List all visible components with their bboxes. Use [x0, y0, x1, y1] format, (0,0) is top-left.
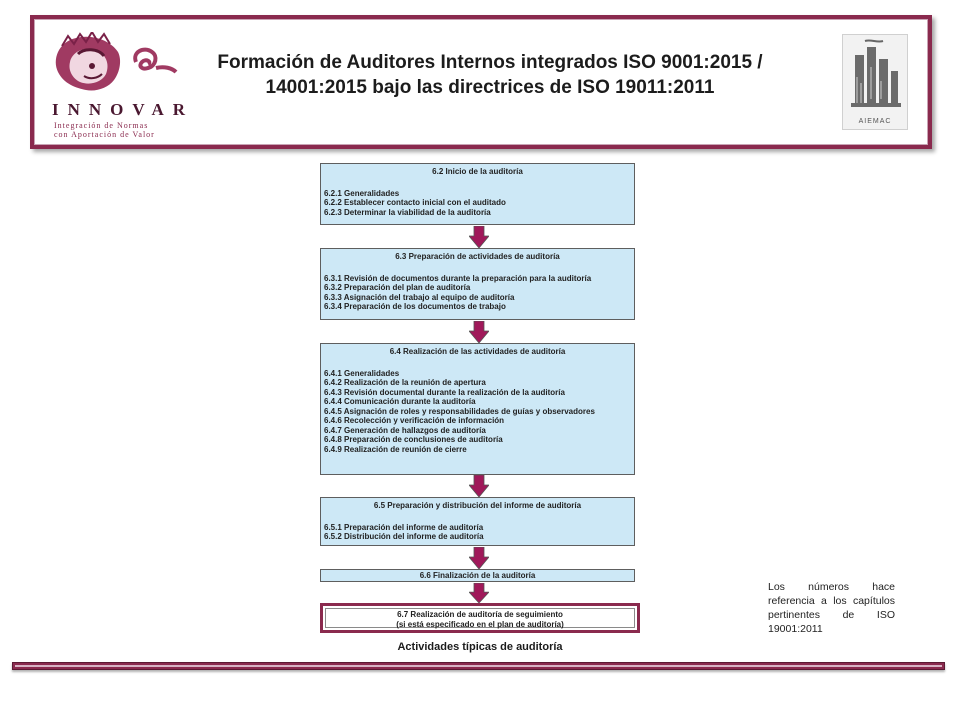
step-6-2-box — [320, 163, 635, 225]
aiemac-label: AIEMAC — [858, 118, 892, 125]
page-title — [170, 50, 810, 100]
step-item: 6.4.2 Realización de la reunión de apertura — [324, 378, 486, 387]
step-item: 6.5.1 Preparación del informe de auditoría — [324, 522, 484, 532]
down-arrow-icon — [469, 583, 489, 603]
step-item: 6.4.6 Recolección y verificación de información — [324, 416, 505, 425]
page-title-line-2: 14001:2015 bajo las directrices de ISO 19011:2011 — [265, 77, 715, 98]
step-title: 6.3 Preparación de actividades de auditoría — [395, 252, 560, 261]
step-item: 6.2.3 Determinar la viabilidad de la auditoría — [324, 207, 491, 217]
step-6-6-box — [320, 569, 635, 582]
step-6-7-content — [325, 608, 635, 628]
innovar-subtitle-1: Integración de Normas — [54, 121, 149, 130]
diagram-caption: Actividades típicas de auditoría — [397, 641, 563, 653]
down-arrow-icon — [469, 547, 489, 569]
down-arrow-icon — [469, 226, 489, 248]
step-6-4-box — [320, 343, 635, 475]
step-6-5-box — [320, 497, 635, 546]
step-item: 6.3.2 Preparación del plan de auditoría — [324, 283, 471, 292]
innovar-wordmark: INNOVAR — [52, 100, 195, 119]
step-item: 6.3.1 Revisión de documentos durante la preparación para la auditoría — [324, 273, 592, 283]
followup-title: 6.7 Realización de auditoría de seguimiento — [397, 610, 563, 619]
step-item: 6.5.2 Distribución del informe de auditoría — [324, 532, 484, 541]
step-item: 6.4.5 Asignación de roles y responsabilidades de guías y observadores — [324, 406, 595, 416]
step-item: 6.4.7 Generación de hallazgos de auditoría — [324, 425, 486, 435]
step-title: 6.6 Finalización de la auditoría — [419, 571, 536, 580]
innovar-face-icon — [48, 32, 178, 98]
step-item: 6.4.1 Generalidades — [324, 368, 400, 378]
step-title: 6.5 Preparación y distribución del informe de auditoría — [373, 501, 582, 510]
step-item: 6.4.8 Preparación de conclusiones de auditoría — [324, 435, 503, 444]
aiemac-logo — [842, 34, 908, 130]
step-title: 6.2 Inicio de la auditoría — [432, 167, 523, 176]
step-item: 6.4.4 Comunicación durante la auditoría — [324, 397, 476, 406]
step-item: 6.4.9 Realización de reunión de cierre — [324, 444, 467, 454]
innovar-subtitle-2: con Aportación de Valor — [54, 130, 155, 139]
step-item: 6.3.3 Asignación del trabajo al equipo de auditoría — [324, 292, 515, 302]
step-6-7-box — [320, 603, 640, 633]
step-item: 6.3.4 Preparación de los documentos de trabajo — [324, 302, 506, 311]
factory-chimneys-icon — [843, 37, 907, 115]
down-arrow-icon — [469, 321, 489, 343]
followup-condition: (si está especificado en el plan de auditoría) — [396, 620, 564, 629]
step-item: 6.2.2 Establecer contacto inicial con el auditado — [324, 198, 506, 207]
step-item: 6.2.1 Generalidades — [324, 188, 400, 198]
step-title: 6.4 Realización de las actividades de auditoría — [389, 347, 566, 356]
down-arrow-icon — [469, 475, 489, 497]
footer-bar — [12, 662, 945, 670]
reference-note: Los números hace referencia a los capítulos pertinentes de ISO 19001:2011 — [768, 581, 895, 635]
step-item: 6.4.3 Revisión documental durante la realización de la auditoría — [324, 387, 565, 397]
page-title-line-1: Formación de Auditores Internos integrados ISO 9001:2015 / — [217, 52, 763, 73]
step-6-3-box — [320, 248, 635, 320]
